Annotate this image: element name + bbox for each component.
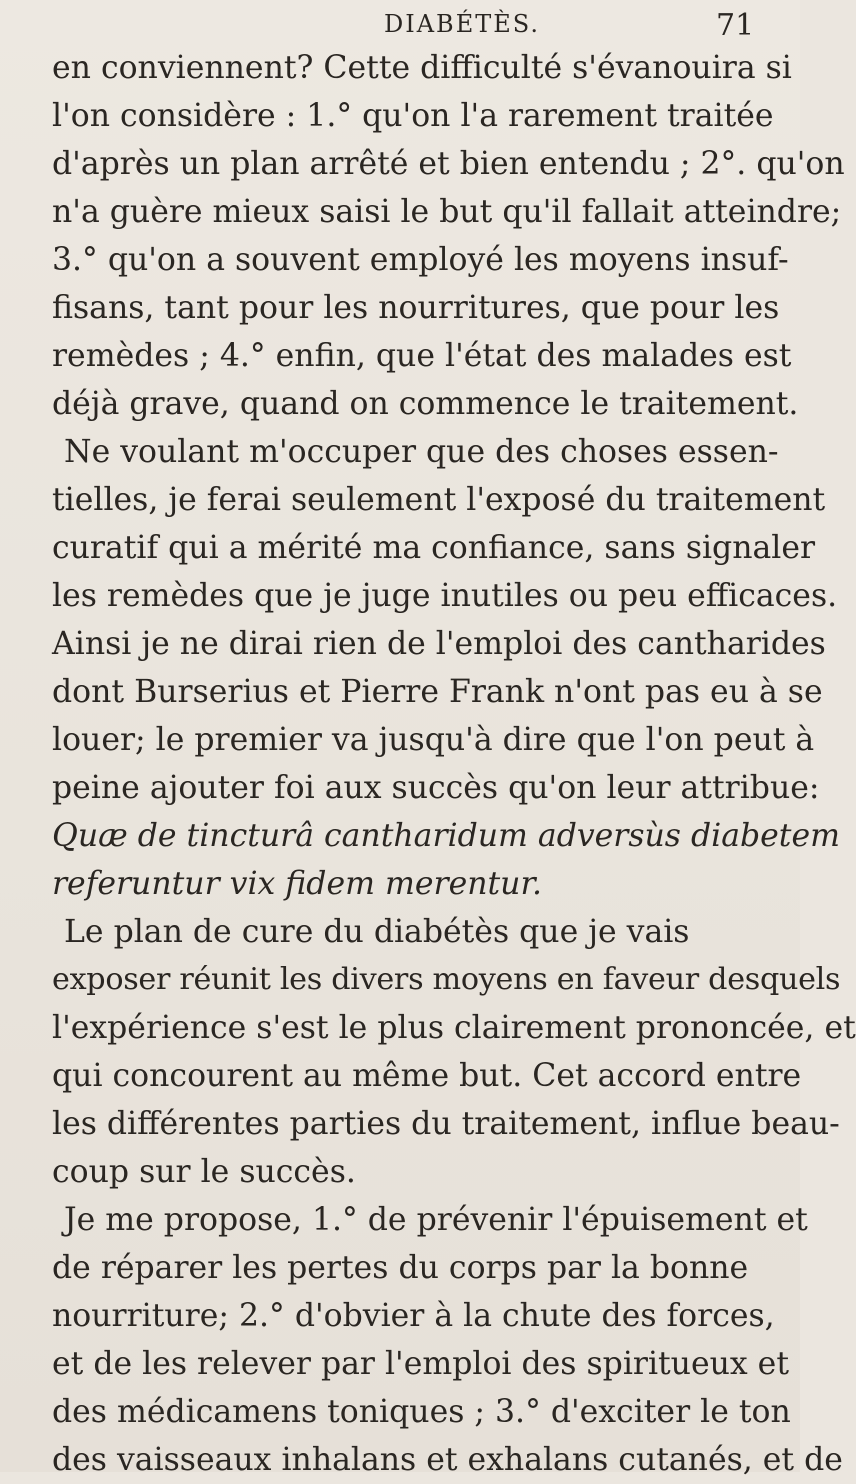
text-line: et de les relever par l'emploi des spiritueux et <box>52 1346 789 1382</box>
page-header <box>0 8 800 42</box>
text-line: coup sur le succès. <box>52 1154 356 1190</box>
text-line: exposer réunit les divers moyens en faveur desquels <box>52 962 841 997</box>
text-line: déjà grave, quand on commence le traitement. <box>52 386 799 422</box>
text-line: les différentes parties du traitement, influe beau- <box>52 1106 840 1142</box>
text-line: nourriture; 2.° d'obvier à la chute des forces, <box>52 1298 775 1334</box>
text-line: l'on considère : 1.° qu'on l'a rarement traitée <box>52 98 774 134</box>
text-line: l'expérience s'est le plus clairement prononcée, et <box>52 1010 856 1046</box>
text-line: tielles, je ferai seulement l'exposé du traitement <box>52 482 826 518</box>
text-line: Ne voulant m'occuper que des choses essen- <box>64 434 779 470</box>
text-line: en conviennent? Cette difficulté s'évanouira si <box>52 50 792 86</box>
page-number: 71 <box>716 8 755 43</box>
text-line: Je me propose, 1.° de prévenir l'épuisement et <box>64 1202 808 1238</box>
text-line: Ainsi je ne dirai rien de l'emploi des cantharides <box>52 626 826 662</box>
text-line: fisans, tant pour les nourritures, que pour les <box>52 290 780 326</box>
text-line: Le plan de cure du diabétès que je vais <box>64 914 690 950</box>
text-line: curatif qui a mérité ma confiance, sans signaler <box>52 530 816 566</box>
text-line: louer; le premier va jusqu'à dire que l'on peut à <box>52 722 815 758</box>
text-line: remèdes ; 4.° enfin, que l'état des malades est <box>52 338 792 374</box>
text-line: d'après un plan arrêté et bien entendu ; 2°. qu'on <box>52 146 845 182</box>
running-head: DIABÉTÈS. <box>384 10 540 38</box>
text-line: 3.° qu'on a souvent employé les moyens insuf- <box>52 242 789 278</box>
text-line: qui concourent au même but. Cet accord entre <box>52 1058 802 1094</box>
latin-quote-line: referuntur vix fidem merentur. <box>52 866 543 902</box>
text-line: de réparer les pertes du corps par la bonne <box>52 1250 749 1286</box>
text-line: dont Burserius et Pierre Frank n'ont pas eu à se <box>52 674 823 710</box>
latin-quote-line: Quæ de tincturâ cantharidum adversùs diabetem <box>52 818 840 854</box>
text-line: des vaisseaux inhalans et exhalans cutanés, et de <box>52 1442 843 1478</box>
text-line: des médicamens toniques ; 3.° d'exciter le ton <box>52 1394 791 1430</box>
text-line: les remèdes que je juge inutiles ou peu efficaces. <box>52 578 838 614</box>
text-line: peine ajouter foi aux succès qu'on leur attribue: <box>52 770 820 806</box>
text-line: n'a guère mieux saisi le but qu'il fallait atteindre; <box>52 194 842 230</box>
